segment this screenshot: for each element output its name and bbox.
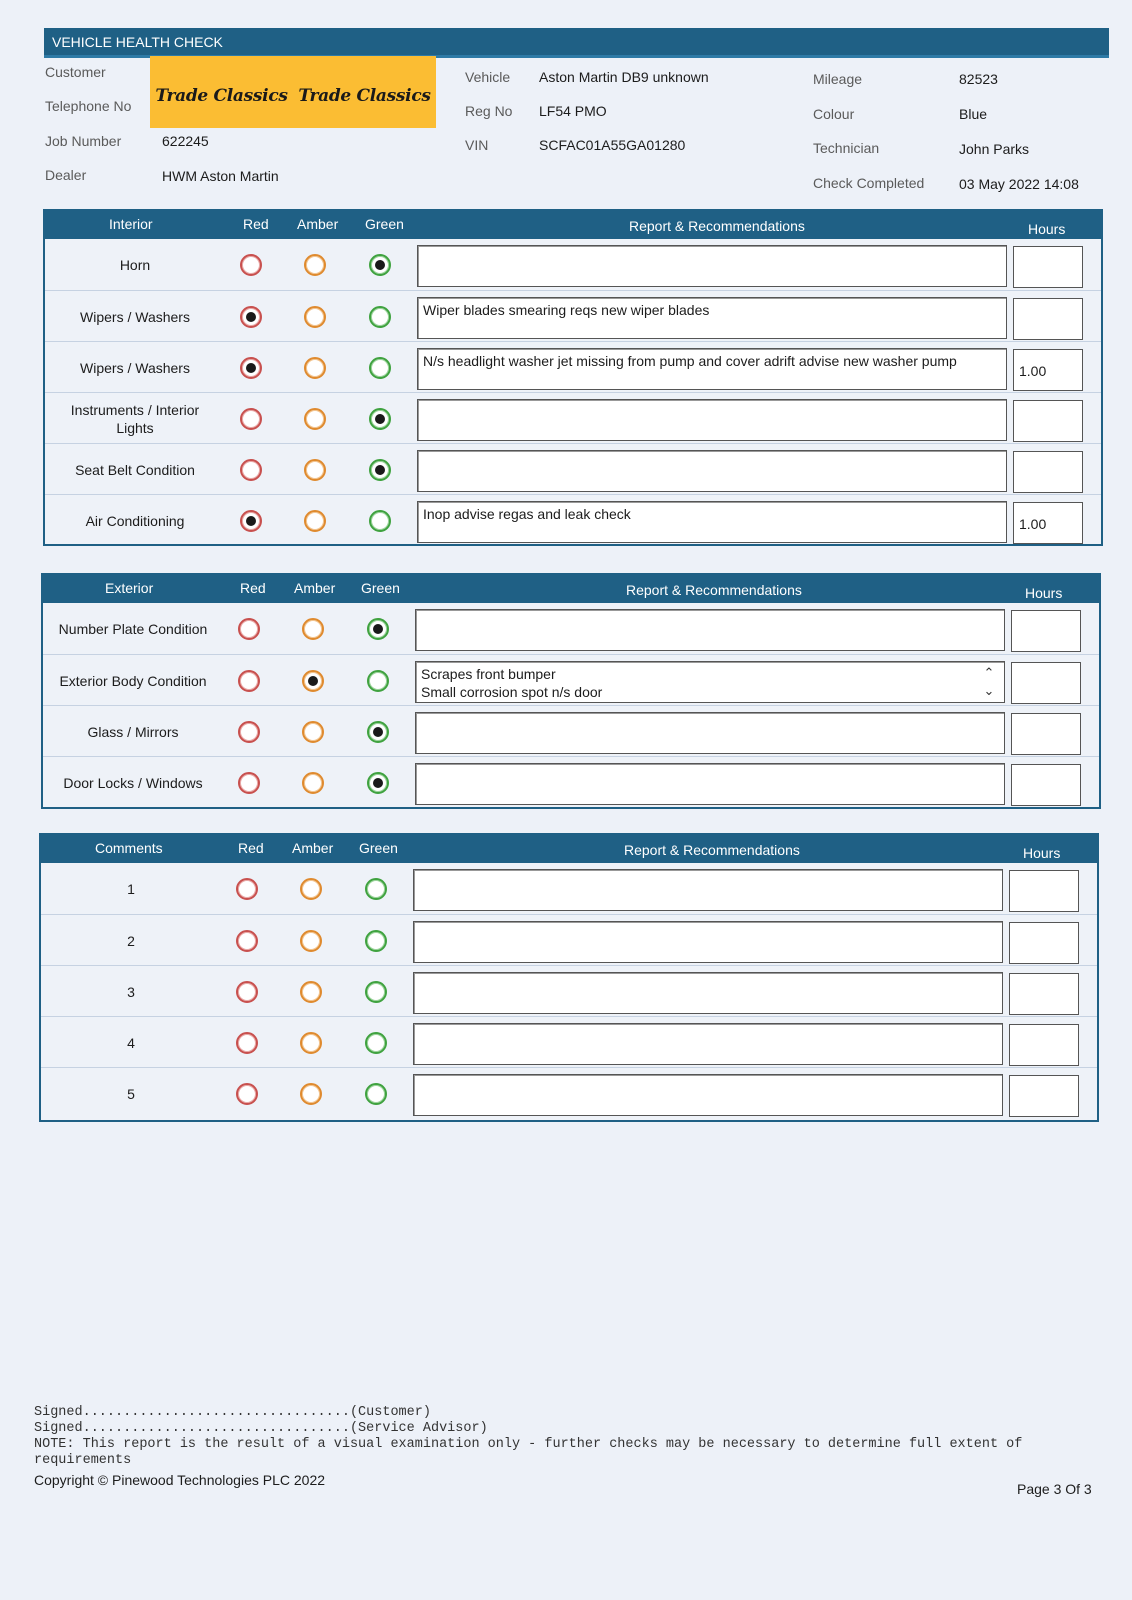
check-item-label: 3 xyxy=(127,983,135,1000)
green-column-header: Green xyxy=(361,580,400,596)
signed-customer: Signed.................................(Customer) xyxy=(34,1405,431,1420)
report-field[interactable] xyxy=(415,712,1005,754)
check-item-label: Number Plate Condition xyxy=(58,620,208,637)
report-field[interactable] xyxy=(415,661,1005,703)
green-status-radio[interactable] xyxy=(369,510,391,532)
red-status-radio[interactable] xyxy=(238,670,260,692)
red-status-radio[interactable] xyxy=(238,618,260,640)
red-status-radio[interactable] xyxy=(240,306,262,328)
amber-status-radio[interactable] xyxy=(300,1083,322,1105)
red-status-radio[interactable] xyxy=(240,510,262,532)
report-column-header: Report & Recommendations xyxy=(629,218,805,234)
check-row xyxy=(41,965,1097,1016)
red-column-header: Red xyxy=(238,840,264,856)
report-field[interactable] xyxy=(417,399,1007,441)
report-field[interactable] xyxy=(415,609,1005,651)
hours-field[interactable] xyxy=(1009,1024,1079,1066)
green-status-radio[interactable] xyxy=(365,1083,387,1105)
report-column-header: Report & Recommendations xyxy=(624,842,800,858)
report-field[interactable] xyxy=(417,450,1007,492)
green-column-header: Green xyxy=(359,840,398,856)
colour-value: Blue xyxy=(959,106,988,122)
amber-status-radio[interactable] xyxy=(302,772,324,794)
report-field[interactable] xyxy=(417,245,1007,287)
logo-text-left: Trade Classics xyxy=(155,86,288,106)
check-row xyxy=(43,705,1099,756)
green-status-radio[interactable] xyxy=(367,670,389,692)
report-field[interactable] xyxy=(417,501,1007,543)
check-item-label: Instruments / Interior Lights xyxy=(70,401,200,436)
amber-column-header: Amber xyxy=(292,840,334,856)
exterior-section xyxy=(41,573,1101,809)
report-field[interactable] xyxy=(417,297,1007,339)
logo-text-right: Trade Classics xyxy=(298,86,431,106)
technician-label: Technician xyxy=(813,140,880,156)
red-status-radio[interactable] xyxy=(236,930,258,952)
check-row xyxy=(45,443,1101,494)
check-row xyxy=(45,494,1101,545)
exterior-header xyxy=(43,575,1099,603)
check-row xyxy=(43,603,1099,654)
hours-field[interactable] xyxy=(1013,246,1083,288)
green-status-radio[interactable] xyxy=(365,981,387,1003)
dealer-value: HWM Aston Martin xyxy=(162,168,279,184)
check-item-label: 2 xyxy=(127,932,135,949)
red-status-radio[interactable] xyxy=(236,1083,258,1105)
red-status-radio[interactable] xyxy=(240,254,262,276)
vehicle-value: Aston Martin DB9 unknown xyxy=(539,69,709,85)
amber-column-header: Amber xyxy=(294,580,336,596)
job-number-value: 622245 xyxy=(162,133,209,149)
report-field[interactable] xyxy=(413,1074,1003,1116)
vehicle-label: Vehicle xyxy=(465,69,511,85)
red-status-radio[interactable] xyxy=(236,1032,258,1054)
check-row xyxy=(45,392,1101,443)
selected-dot-icon xyxy=(373,624,383,634)
report-text: Scrapes front bumper xyxy=(421,666,556,682)
report-field[interactable] xyxy=(413,921,1003,963)
green-status-radio[interactable] xyxy=(365,930,387,952)
customer-label: Customer xyxy=(45,64,106,80)
green-status-radio[interactable] xyxy=(367,618,389,640)
green-status-radio[interactable] xyxy=(369,459,391,481)
comments-heading: Comments xyxy=(95,840,163,856)
amber-column-header: Amber xyxy=(297,216,339,232)
chevron-up-icon[interactable]: ⌃ xyxy=(983,665,995,680)
hours-field[interactable] xyxy=(1009,922,1079,964)
interior-heading: Interior xyxy=(109,216,153,232)
check-item-label: Glass / Mirrors xyxy=(87,723,179,740)
interior-section xyxy=(43,209,1103,546)
red-status-radio[interactable] xyxy=(238,772,260,794)
report-field[interactable] xyxy=(413,869,1003,911)
green-status-radio[interactable] xyxy=(365,1032,387,1054)
check-row xyxy=(45,341,1101,392)
red-status-radio[interactable] xyxy=(240,357,262,379)
amber-status-radio[interactable] xyxy=(304,357,326,379)
amber-status-radio[interactable] xyxy=(304,510,326,532)
hours-field[interactable] xyxy=(1009,1075,1079,1117)
hours-field[interactable]: 1.00 xyxy=(1013,502,1083,544)
report-field[interactable] xyxy=(413,1023,1003,1065)
check-item-label: Wipers / Washers xyxy=(80,308,190,325)
hours-field[interactable] xyxy=(1013,298,1083,340)
hours-field[interactable] xyxy=(1011,764,1081,806)
exterior-heading: Exterior xyxy=(105,580,154,596)
check-item-label: Seat Belt Condition xyxy=(75,461,195,478)
check-item-label: Door Locks / Windows xyxy=(63,774,203,791)
check-row xyxy=(43,756,1099,807)
hours-column-header: Hours xyxy=(1025,585,1063,601)
check-row xyxy=(41,914,1097,965)
hours-field[interactable] xyxy=(1013,451,1083,493)
red-status-radio[interactable] xyxy=(240,459,262,481)
comments-header xyxy=(41,835,1097,863)
reg-value: LF54 PMO xyxy=(539,103,607,119)
report-column-header: Report & Recommendations xyxy=(626,582,802,598)
report-field[interactable] xyxy=(417,348,1007,390)
check-row xyxy=(41,863,1097,914)
check-item-label: 1 xyxy=(127,880,135,897)
amber-status-radio[interactable] xyxy=(304,306,326,328)
check-completed-label: Check Completed xyxy=(813,175,925,191)
check-row xyxy=(43,654,1099,705)
page-title: VEHICLE HEALTH CHECK xyxy=(52,34,223,50)
green-column-header: Green xyxy=(365,216,404,232)
red-column-header: Red xyxy=(243,216,269,232)
selected-dot-icon xyxy=(375,465,385,475)
scroll-arrows-icon[interactable] xyxy=(978,664,1000,702)
check-item-label: Wipers / Washers xyxy=(80,359,190,376)
check-item-label: Horn xyxy=(119,256,151,273)
amber-status-radio[interactable] xyxy=(304,459,326,481)
mileage-value: 82523 xyxy=(959,71,998,87)
check-row xyxy=(41,1067,1097,1118)
amber-status-radio[interactable] xyxy=(300,981,322,1003)
check-row xyxy=(41,1016,1097,1067)
green-status-radio[interactable] xyxy=(367,772,389,794)
report-text: N/s headlight washer jet missing from pump and cover adrift advise new washer pump xyxy=(423,353,957,369)
hours-column-header: Hours xyxy=(1028,221,1066,237)
green-status-radio[interactable] xyxy=(369,408,391,430)
report-text-line-2: Small corrosion spot n/s door xyxy=(421,684,603,700)
interior-header xyxy=(45,211,1101,239)
job-number-label: Job Number xyxy=(45,133,122,149)
green-status-radio[interactable] xyxy=(369,357,391,379)
hours-field[interactable] xyxy=(1011,662,1081,704)
selected-dot-icon xyxy=(373,727,383,737)
reg-label: Reg No xyxy=(465,103,513,119)
hours-field[interactable] xyxy=(1011,610,1081,652)
hours-column-header: Hours xyxy=(1023,845,1061,861)
vin-value: SCFAC01A55GA01280 xyxy=(539,137,686,153)
page-number: Page 3 Of 3 xyxy=(1017,1481,1092,1497)
green-status-radio[interactable] xyxy=(369,306,391,328)
check-row xyxy=(45,239,1101,290)
check-item-label: 5 xyxy=(127,1085,135,1102)
amber-status-radio[interactable] xyxy=(304,408,326,430)
signature-block xyxy=(34,1405,1094,1469)
hours-field[interactable] xyxy=(1013,400,1083,442)
check-item-label: Air Conditioning xyxy=(85,512,185,529)
amber-status-radio[interactable] xyxy=(304,254,326,276)
mileage-label: Mileage xyxy=(813,71,863,87)
report-note: NOTE: This report is the result of a visual examination only - further checks may be necessary to determine full extent of requirements xyxy=(34,1437,1023,1468)
telephone-label: Telephone No xyxy=(45,98,132,114)
red-column-header: Red xyxy=(240,580,266,596)
green-status-radio[interactable] xyxy=(365,878,387,900)
red-status-radio[interactable] xyxy=(236,878,258,900)
technician-value: John Parks xyxy=(959,141,1030,157)
redaction-logo xyxy=(150,56,436,128)
red-status-radio[interactable] xyxy=(238,721,260,743)
selected-dot-icon xyxy=(246,516,256,526)
comments-section xyxy=(39,833,1099,1122)
amber-status-radio[interactable] xyxy=(302,618,324,640)
amber-status-radio[interactable] xyxy=(302,721,324,743)
report-field[interactable] xyxy=(413,972,1003,1014)
chevron-down-icon[interactable]: ⌄ xyxy=(983,683,995,698)
amber-status-radio[interactable] xyxy=(300,1032,322,1054)
green-status-radio[interactable] xyxy=(367,721,389,743)
signed-service-advisor: Signed.................................(Service Advisor) xyxy=(34,1421,488,1436)
copyright: Copyright © Pinewood Technologies PLC 2022 xyxy=(34,1472,326,1488)
red-status-radio[interactable] xyxy=(240,408,262,430)
selected-dot-icon xyxy=(375,260,385,270)
vin-label: VIN xyxy=(465,137,489,153)
red-status-radio[interactable] xyxy=(236,981,258,1003)
selected-dot-icon xyxy=(373,778,383,788)
selected-dot-icon xyxy=(246,312,256,322)
selected-dot-icon xyxy=(308,676,318,686)
hours-field[interactable] xyxy=(1011,713,1081,755)
green-status-radio[interactable] xyxy=(369,254,391,276)
report-field[interactable] xyxy=(415,763,1005,805)
check-item-label: 4 xyxy=(127,1034,135,1051)
amber-status-radio[interactable] xyxy=(300,930,322,952)
dealer-label: Dealer xyxy=(45,167,87,183)
report-text: Wiper blades smearing reqs new wiper blades xyxy=(423,302,710,318)
hours-field[interactable] xyxy=(1009,870,1079,912)
selected-dot-icon xyxy=(246,363,256,373)
amber-status-radio[interactable] xyxy=(302,670,324,692)
check-row xyxy=(45,290,1101,341)
amber-status-radio[interactable] xyxy=(300,878,322,900)
colour-label: Colour xyxy=(813,106,855,122)
report-text: Inop advise regas and leak check xyxy=(423,506,631,522)
hours-field[interactable]: 1.00 xyxy=(1013,349,1083,391)
selected-dot-icon xyxy=(375,414,385,424)
check-completed-value: 03 May 2022 14:08 xyxy=(959,176,1079,192)
page-title-bar xyxy=(44,28,1109,58)
hours-field[interactable] xyxy=(1009,973,1079,1015)
check-item-label: Exterior Body Condition xyxy=(59,672,207,689)
